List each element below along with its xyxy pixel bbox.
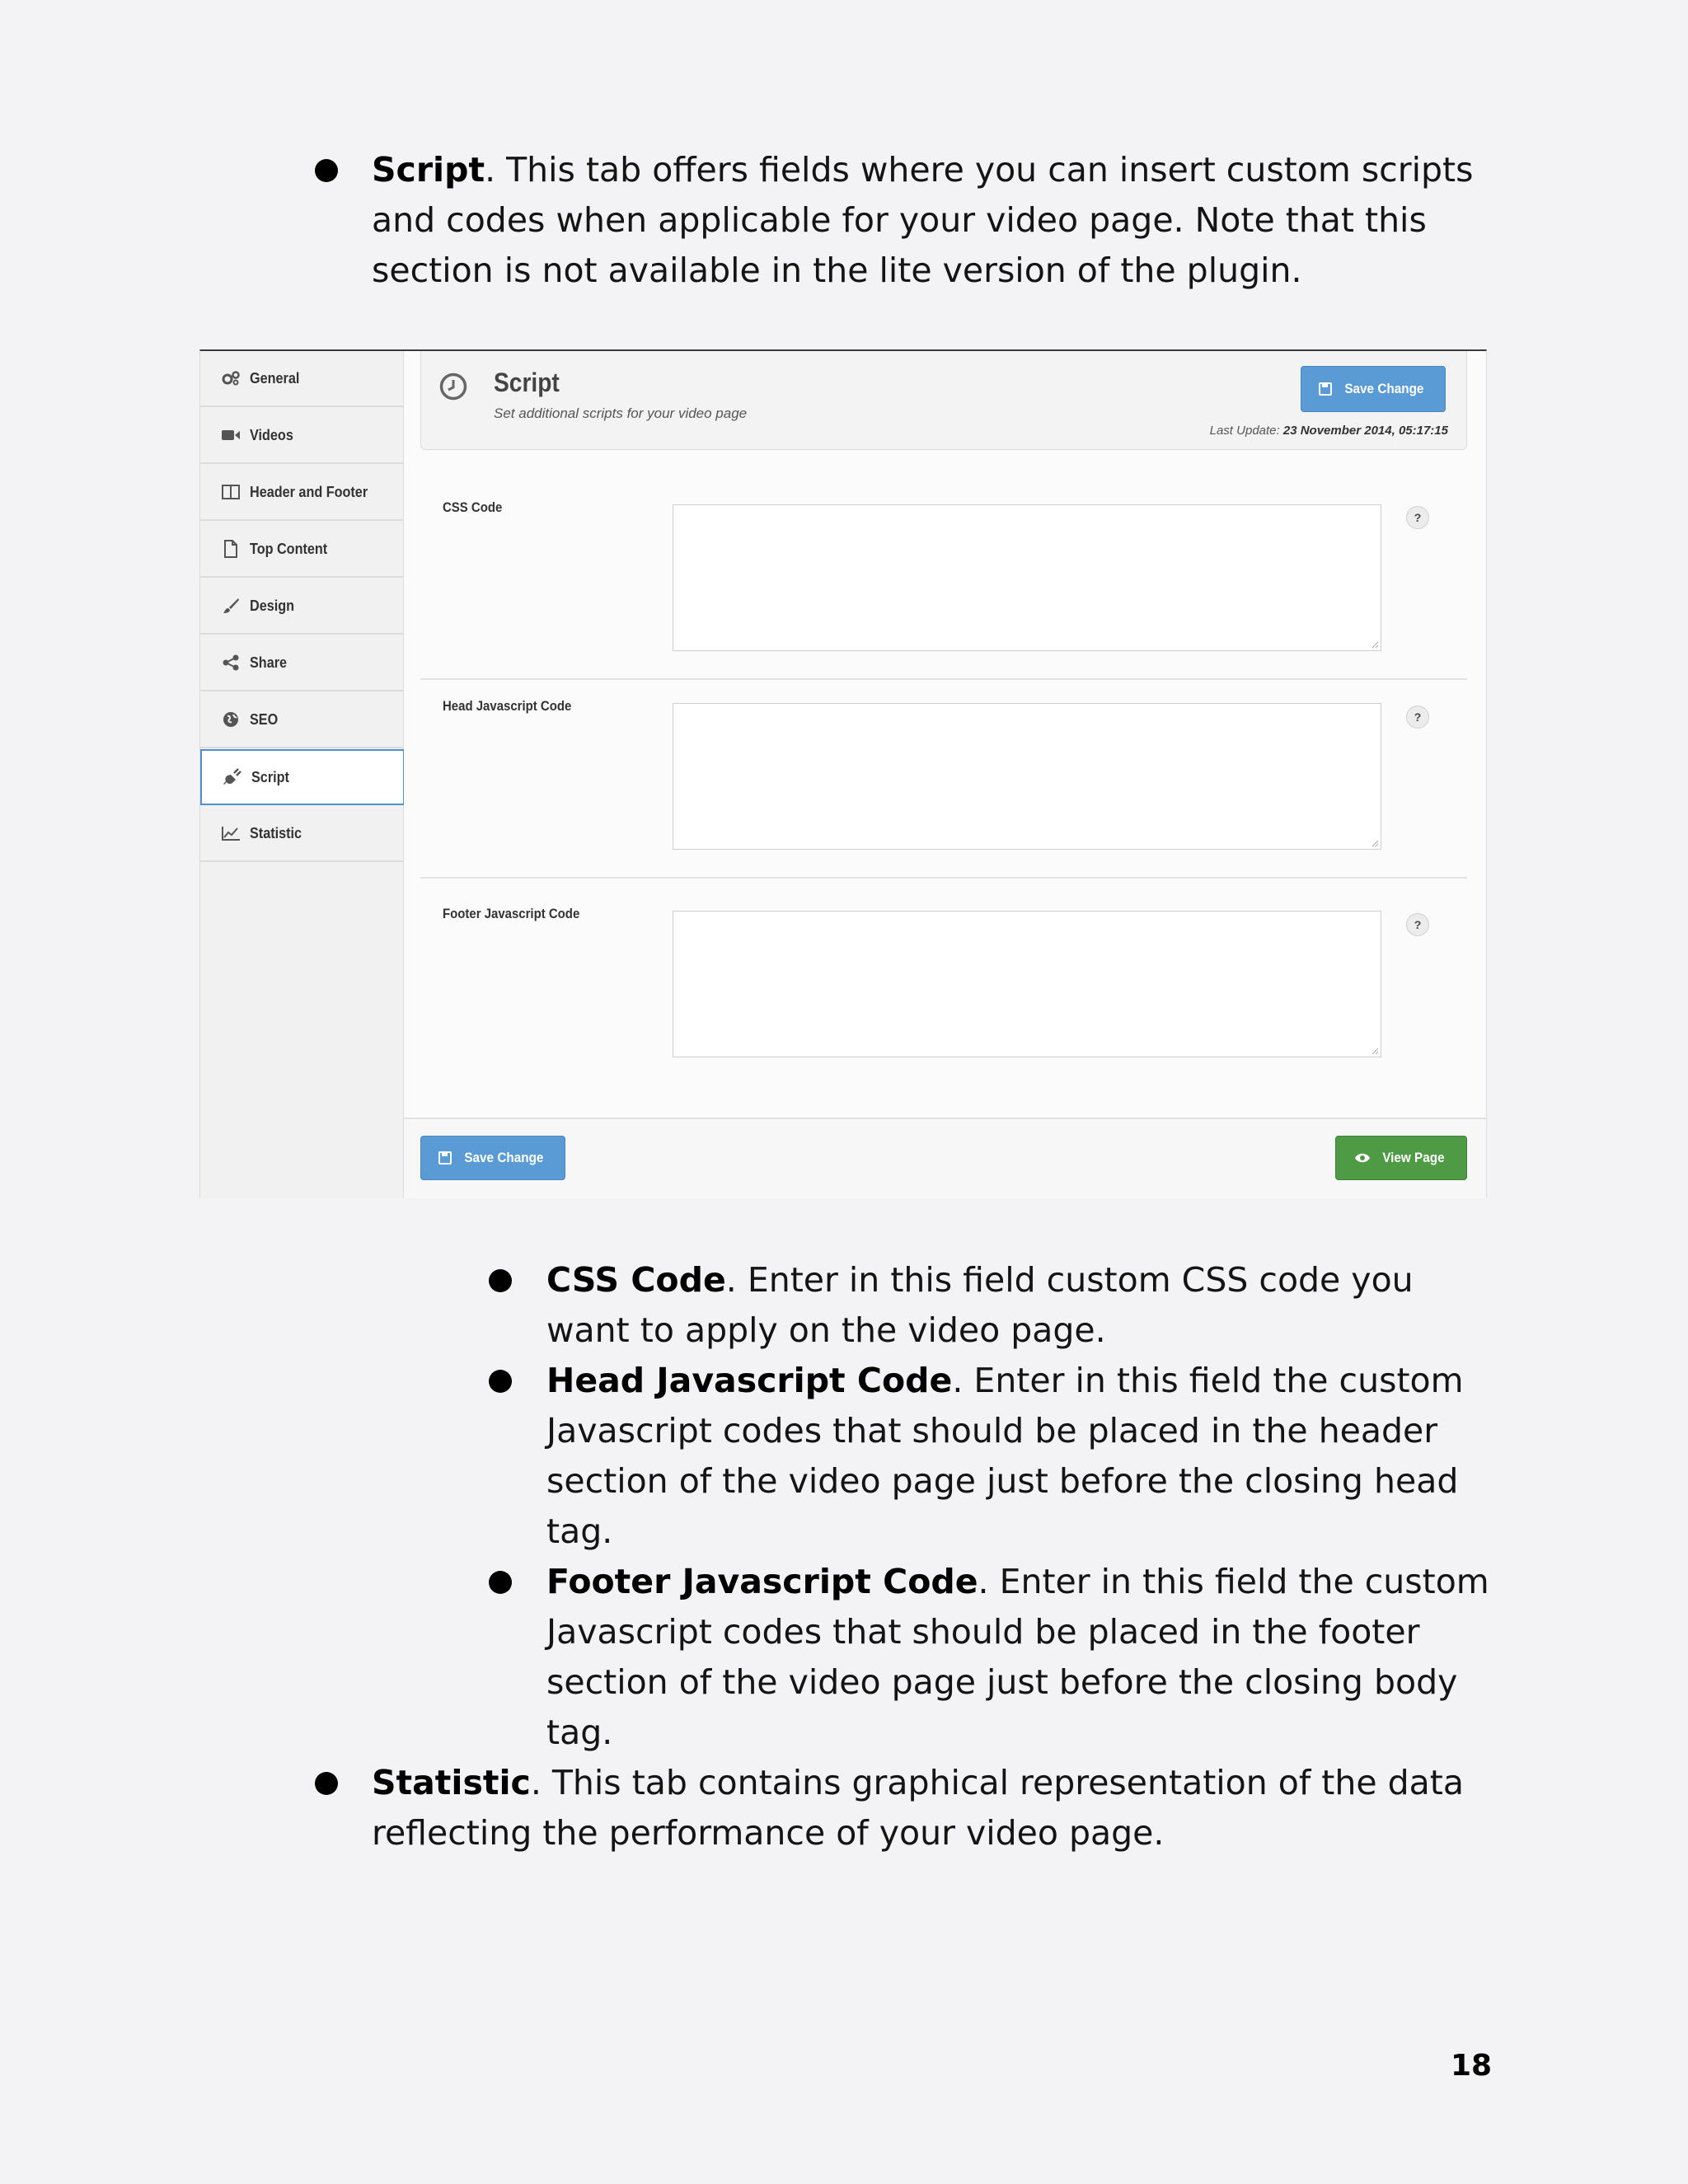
settings-sidebar [200, 351, 404, 1198]
plug-icon [220, 768, 245, 786]
sidebar-item-statistic[interactable] [200, 806, 403, 862]
footer-javascript-textarea[interactable] [673, 911, 1381, 1057]
sidebar-item-label: Script [251, 768, 289, 785]
css-code-textarea[interactable] [673, 504, 1381, 651]
footer-js-paragraph [546, 1557, 1494, 1758]
page-number: 18 [1451, 2049, 1493, 2083]
footer-js-help-icon[interactable]: ? [1406, 913, 1429, 936]
view-page-button[interactable] [1335, 1136, 1467, 1180]
sidebar-item-label: Design [250, 597, 295, 614]
floppy-disk-icon [1319, 382, 1332, 396]
statistic-paragraph [372, 1758, 1493, 1858]
head-js-help-icon[interactable]: ? [1406, 705, 1429, 729]
eye-icon [1354, 1152, 1371, 1164]
divider [420, 678, 1467, 680]
resize-grip-icon [1371, 839, 1379, 847]
script-term: Script [372, 150, 485, 190]
sidebar-item-general[interactable] [200, 351, 403, 407]
statistic-term: Statistic [372, 1763, 531, 1802]
css-code-paragraph [546, 1255, 1494, 1356]
floppy-disk-icon [438, 1151, 452, 1165]
sidebar-item-label: General [250, 369, 300, 387]
save-change-label: Save Change [463, 1150, 544, 1165]
bullet-dot [489, 1571, 512, 1594]
bullet-dot [315, 159, 338, 182]
brush-icon [218, 597, 243, 615]
sidebar-item-videos[interactable] [200, 408, 403, 464]
last-update-value: 23 November 2014, 05:17:15 [1282, 424, 1448, 438]
panel-header [420, 351, 1467, 450]
css-code-description: . Enter in this field custom CSS code you want to apply on the video page. [546, 1260, 1414, 1350]
resize-grip-icon [1371, 1047, 1379, 1055]
statistic-description: . This tab contains graphical representation of the data reflecting the performance of your video page. [372, 1763, 1464, 1853]
view-page-label: View Page [1382, 1150, 1445, 1165]
settings-main-panel [404, 351, 1486, 1198]
save-change-button-top[interactable] [1301, 366, 1446, 412]
head-js-term: Head Javascript Code [546, 1361, 953, 1400]
sidebar-item-label: Share [250, 654, 288, 671]
video-camera-icon [218, 429, 243, 442]
panel-footer [404, 1118, 1486, 1198]
clock-icon [439, 373, 467, 401]
sidebar-item-design[interactable] [200, 579, 403, 635]
sidebar-item-script[interactable] [200, 749, 405, 805]
divider [420, 877, 1467, 879]
sidebar-item-share[interactable] [200, 635, 403, 691]
bullet-dot [489, 1269, 512, 1292]
last-update-label: Last Update: [1209, 424, 1280, 438]
sidebar-item-label: Top Content [250, 540, 328, 557]
panel-title: Script [494, 368, 560, 397]
css-code-term: CSS Code [546, 1260, 726, 1300]
save-change-label: Save Change [1343, 381, 1424, 396]
share-icon [218, 654, 243, 671]
last-update-text [1210, 424, 1448, 438]
css-code-label: CSS Code [443, 499, 503, 515]
bullet-dot [489, 1370, 512, 1393]
bullet-dot [315, 1772, 338, 1795]
footer-js-label: Footer Javascript Code [443, 906, 580, 921]
footer-js-description: . Enter in this field the custom Javascript codes that should be placed in the footer section of the video page just before the closing body tag. [546, 1562, 1489, 1752]
head-js-description: . Enter in this field the custom Javascript codes that should be placed in the header section of the video page just before the closing head tag. [546, 1361, 1464, 1551]
save-change-button-bottom[interactable] [420, 1136, 565, 1180]
sidebar-item-label: Videos [250, 426, 293, 443]
sidebar-item-top-content[interactable] [200, 522, 403, 578]
file-icon [218, 540, 243, 558]
globe-icon [218, 711, 243, 728]
head-js-paragraph [546, 1356, 1494, 1557]
sidebar-item-label: Header and Footer [250, 483, 368, 500]
css-code-help-icon[interactable]: ? [1406, 506, 1429, 529]
panel-subtitle: Set additional scripts for your video page [494, 405, 748, 421]
columns-icon [218, 485, 243, 499]
plugin-settings-screenshot [199, 349, 1487, 1198]
sidebar-item-header-and-footer[interactable] [200, 465, 403, 521]
head-javascript-textarea[interactable] [673, 703, 1381, 850]
script-description: . This tab offers fields where you can insert custom scripts and codes when applicable for your video page. Note that this section is not available in the lite version of the plugin. [372, 150, 1474, 290]
line-chart-icon [218, 825, 243, 841]
sidebar-item-label: SEO [250, 710, 279, 728]
sidebar-item-label: Statistic [250, 824, 302, 841]
gears-icon [218, 370, 243, 387]
script-paragraph [372, 145, 1493, 296]
head-js-label: Head Javascript Code [443, 698, 572, 714]
sidebar-item-seo[interactable] [200, 692, 403, 748]
footer-js-term: Footer Javascript Code [546, 1562, 978, 1601]
resize-grip-icon [1371, 640, 1379, 649]
